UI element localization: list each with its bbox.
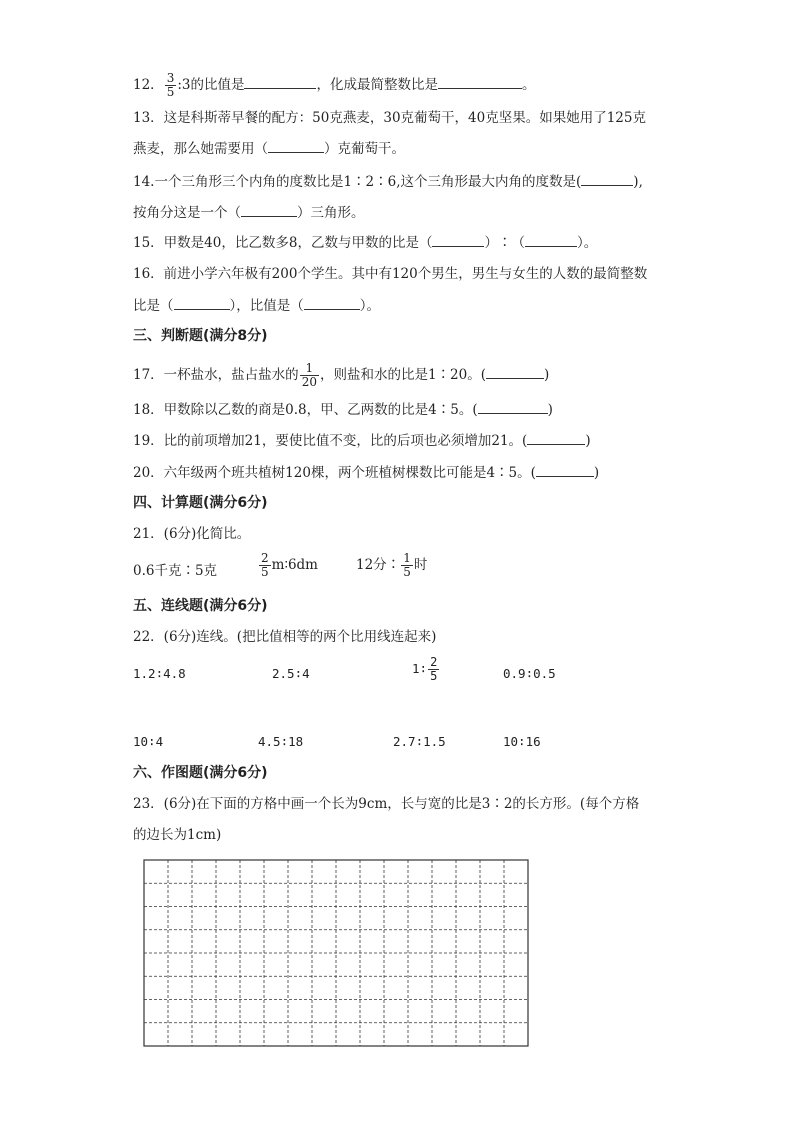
answer-blank[interactable] bbox=[478, 399, 548, 414]
answer-blank[interactable] bbox=[581, 171, 633, 186]
q12-frac-num: 3 bbox=[166, 71, 175, 85]
q21-e2-num: 2 bbox=[261, 551, 269, 565]
section-3-heading: 三、判断题(满分8分) bbox=[133, 328, 268, 344]
q21-expr-1: 0.6千克∶5克 bbox=[133, 563, 218, 579]
q21-expr-2 bbox=[258, 552, 318, 579]
q18-text-a: 18．甲数除以乙数的商是0.8，甲、乙两数的比是4∶5。( bbox=[133, 402, 478, 418]
section-6-heading: 六、作图题(满分6分) bbox=[133, 765, 268, 781]
q13-text-a: 燕麦，那么她需要用（ bbox=[133, 141, 268, 157]
q17-frac-num: 1 bbox=[300, 362, 319, 376]
q17-text-b: ，则盐和水的比是1∶20。( bbox=[319, 367, 487, 383]
q21-e2-tail: m∶6dm bbox=[271, 557, 318, 573]
q22-bottom-1[interactable]: 10∶4 bbox=[133, 734, 164, 749]
answer-blank[interactable] bbox=[525, 232, 577, 247]
q12-text2: ，化成最简整数比是 bbox=[316, 77, 438, 93]
q21-e3-head: 12分∶ bbox=[356, 557, 401, 573]
question-14-line1 bbox=[133, 171, 643, 192]
q15-text-c: ）。 bbox=[576, 235, 598, 251]
q12-number: 12． bbox=[133, 77, 164, 93]
q21-e2-fraction bbox=[259, 552, 271, 579]
q14-text-b: ), bbox=[633, 174, 643, 190]
q16-text-a: 比是（ bbox=[133, 298, 174, 314]
question-22-title: 22．(6分)连线。(把比值相等的两个比用线连起来) bbox=[133, 629, 437, 645]
q21-expr-3 bbox=[356, 552, 427, 579]
q19-text-a: 19．比的前项增加21，要使比值不变，比的后项也必须增加21。( bbox=[133, 433, 528, 449]
q22-top-4[interactable]: 0.9∶0.5 bbox=[503, 666, 556, 681]
question-15 bbox=[133, 232, 597, 253]
answer-blank[interactable] bbox=[304, 295, 360, 310]
answer-blank[interactable] bbox=[241, 202, 297, 217]
q21-e2-den: 5 bbox=[261, 565, 269, 579]
q16-text-b: ），比值是（ bbox=[229, 298, 304, 314]
q13-text-b: ）克葡萄干。 bbox=[324, 141, 405, 157]
question-16-line1: 16．前进小学六年极有200个学生。其中有120个男生，男生与女生的人数的最简整数 bbox=[133, 266, 648, 282]
q21-e3-fraction bbox=[401, 552, 413, 579]
answer-blank[interactable] bbox=[268, 138, 324, 153]
q19-text-b: ) bbox=[585, 433, 591, 449]
question-21-title: 21．(6分)化简比。 bbox=[133, 526, 251, 542]
q17-text-a: 17．一杯盐水，盐占盐水的 bbox=[133, 367, 299, 383]
q22-top-1[interactable]: 1.2∶4.8 bbox=[133, 666, 186, 681]
question-23-line1: 23．(6分)在下面的方格中画一个长为9cm，长与宽的比是3∶2的长方形。(每个方格 bbox=[133, 796, 640, 812]
q17-text-c: ) bbox=[544, 367, 550, 383]
q15-text-a: 15．甲数是40，比乙数多8，乙数与甲数的比是（ bbox=[133, 235, 433, 251]
question-13-line2 bbox=[133, 138, 405, 159]
question-20 bbox=[133, 462, 599, 483]
question-13-line1: 13．这是科斯蒂早餐的配方：50克燕麦，30克葡萄干，40克坚果。如果她用了125克 bbox=[133, 110, 646, 126]
q22-top-3-den: 5 bbox=[430, 669, 438, 683]
question-18 bbox=[133, 399, 553, 420]
q16-text-c: ）。 bbox=[359, 298, 380, 314]
q22-bottom-2[interactable]: 4.5∶18 bbox=[258, 734, 304, 749]
q14-text-a: 14.一个三角形三个内角的度数比是1∶2∶6,这个三角形最大内角的度数是( bbox=[133, 174, 582, 190]
q18-text-b: ) bbox=[547, 402, 553, 418]
question-17 bbox=[133, 362, 549, 389]
q20-text-b: ) bbox=[593, 465, 600, 481]
q21-e3-den: 5 bbox=[403, 565, 411, 579]
section-4-heading: 四、计算题(满分6分) bbox=[133, 495, 268, 511]
answer-blank[interactable] bbox=[438, 74, 522, 89]
q15-text-b: ）∶（ bbox=[484, 235, 525, 251]
answer-blank[interactable] bbox=[244, 74, 316, 89]
answer-blank[interactable] bbox=[536, 462, 594, 477]
question-23-line2: 的边长为1cm) bbox=[133, 827, 222, 843]
q12-fraction bbox=[165, 72, 177, 99]
q12-frac-den: 5 bbox=[166, 85, 175, 99]
q22-top-3-num: 2 bbox=[430, 655, 438, 669]
section-5-heading: 五、连线题(满分6分) bbox=[133, 598, 268, 614]
q22-top-3-fraction bbox=[428, 656, 439, 683]
answer-blank[interactable] bbox=[486, 364, 544, 379]
question-19 bbox=[133, 430, 591, 451]
answer-blank[interactable] bbox=[174, 295, 230, 310]
q17-fraction bbox=[300, 362, 319, 389]
answer-blank[interactable] bbox=[432, 232, 484, 247]
question-12 bbox=[133, 72, 535, 99]
q12-text1: 的比值是 bbox=[190, 77, 245, 93]
q22-bottom-4[interactable]: 10∶16 bbox=[503, 734, 541, 749]
q22-top-3[interactable] bbox=[412, 656, 440, 683]
q21-e3-tail: 时 bbox=[413, 557, 428, 573]
q14-text-c: 按角分这是一个（ bbox=[133, 205, 241, 221]
drawing-grid[interactable] bbox=[143, 859, 529, 1047]
q22-top-2[interactable]: 2.5∶4 bbox=[272, 666, 310, 681]
question-14-line2 bbox=[133, 202, 365, 223]
q21-e3-num: 1 bbox=[403, 551, 411, 565]
q22-bottom-3[interactable]: 2.7∶1.5 bbox=[393, 734, 446, 749]
q14-text-d: ）三角形。 bbox=[297, 205, 365, 221]
q12-end: 。 bbox=[521, 77, 536, 93]
answer-blank[interactable] bbox=[527, 430, 585, 445]
q17-frac-den: 20 bbox=[301, 375, 317, 389]
q20-text-a: 20．六年级两个班共植树120棵，两个班植树棵数比可能是4∶5。( bbox=[133, 465, 536, 481]
q12-ratio-tail: :3 bbox=[177, 77, 191, 93]
q22-top-3-head: 1∶ bbox=[412, 661, 428, 676]
question-16-line2 bbox=[133, 295, 380, 316]
